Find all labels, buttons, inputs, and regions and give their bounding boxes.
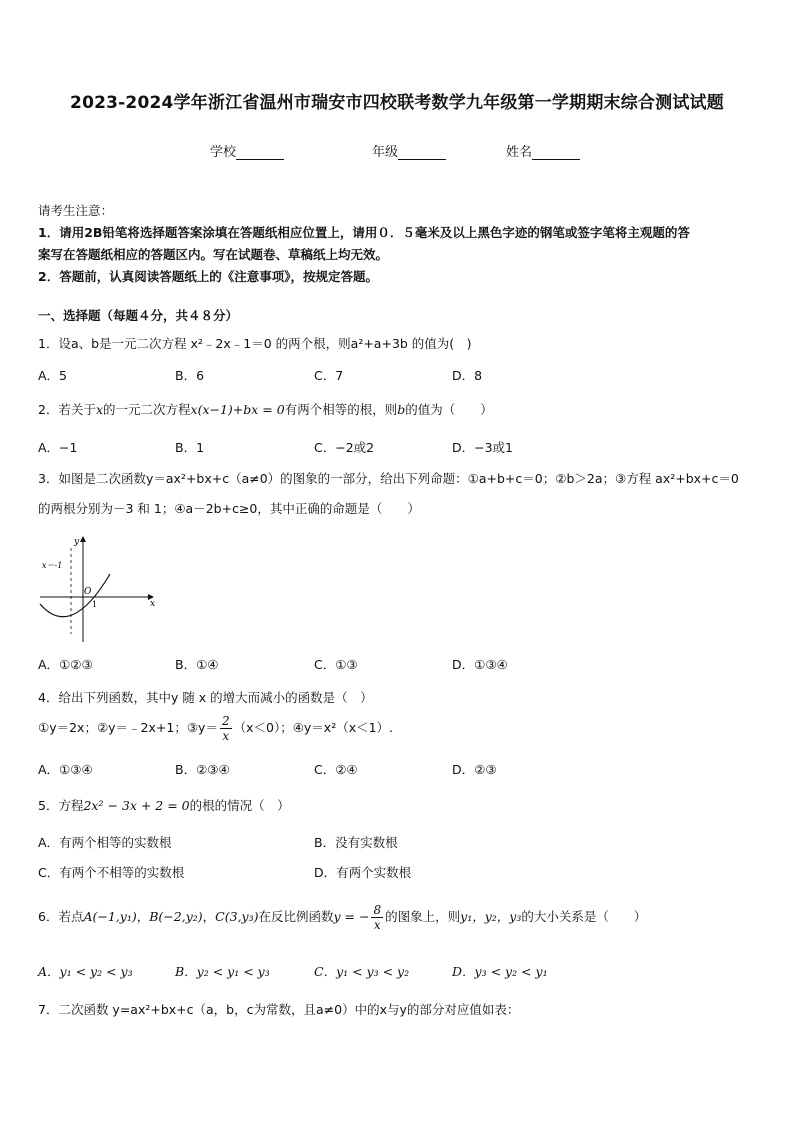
q6-vars: y₁，y₂，y₃ — [460, 909, 522, 924]
y-axis-arrow-icon — [80, 536, 86, 542]
student-info-row — [0, 141, 794, 161]
q4-option-b: B．②③④ — [175, 762, 230, 777]
grade-label: 年级 — [372, 145, 399, 160]
q6-fraction — [371, 903, 383, 932]
q2-var-x: x — [95, 402, 104, 417]
grade-field — [372, 141, 446, 160]
q6-option-a: A．y₁ < y₂ < y₃ — [38, 964, 133, 979]
question-3-stem-a: 3．如图是二次函数y＝ax²+bx+c（a≠0）的图象的一部分，给出下列命题：①a+b+c＝0；②b＞2a；③方程 ax²+bx+c＝0 — [38, 471, 739, 486]
q2-option-b: B．1 — [175, 440, 205, 455]
q1-option-c: C．7 — [314, 368, 344, 383]
q2-post: 的值为（ ） — [405, 402, 493, 417]
q1-option-a: A．5 — [38, 368, 68, 383]
q3-option-c: C．①③ — [314, 657, 358, 672]
q4-funcs-a: ①y＝2x；②y＝﹣2x+1；③y＝ — [38, 720, 218, 735]
q6-post: 的大小关系是（ ） — [521, 909, 647, 924]
q3-option-d: D．①③④ — [452, 657, 508, 672]
q6-sep-1: ， — [136, 909, 150, 924]
q4-functions — [38, 714, 393, 743]
q3-option-a: A．①②③ — [38, 657, 93, 672]
question-2-stem — [38, 400, 493, 418]
school-blank — [236, 145, 284, 160]
q2-equation: x(x−1)+bx = 0 — [190, 402, 285, 417]
question-3-stem-b: 的两根分别为－3 和 1；④a－2b+c≥0，其中正确的命题是（ ） — [38, 501, 420, 516]
q1-option-d: D．8 — [452, 368, 483, 383]
q1-option-b: B．6 — [175, 368, 205, 383]
question-4-stem: 4．给出下列函数，其中y 随 x 的增大而减小的函数是（ ） — [38, 690, 373, 705]
q3-parabola-graph — [36, 534, 158, 646]
q6-frac-num: 8 — [373, 903, 382, 917]
q3-option-b: B．①④ — [175, 657, 219, 672]
q4-frac-den: x — [222, 729, 230, 743]
name-blank — [532, 145, 580, 160]
notice-block — [38, 200, 758, 288]
q6-sep-2: ， — [202, 909, 216, 924]
q6-mid2: 的图象上，则 — [385, 909, 461, 924]
school-field — [210, 141, 284, 160]
q5-option-d: D．有两个实数根 — [314, 865, 412, 880]
q5-option-b: B．没有实数根 — [314, 835, 398, 850]
q4-frac-num: 2 — [221, 714, 230, 728]
q6-point-b: B(−2,y₂) — [149, 909, 203, 924]
q6-pre: 6．若点 — [38, 909, 84, 924]
q6-point-a: A(−1,y₁) — [83, 909, 137, 924]
question-5-stem — [38, 796, 290, 814]
page-title: 2023-2024学年浙江省温州市瑞安市四校联考数学九年级第一学期期末综合测试试题 — [70, 93, 724, 113]
q2-option-a: A．−1 — [38, 440, 78, 455]
graph-symmetry-label: x＝-1 — [42, 561, 63, 570]
notice-item-1a: 1．请用2B铅笔将选择题答案涂填在答题纸相应位置上，请用０．５毫米及以上黑色字迹的钢笔或签字笔将主观题的答 — [38, 225, 690, 240]
name-label: 姓名 — [506, 145, 533, 160]
q2-mid2: 有两个相等的根，则 — [284, 402, 398, 417]
q4-fraction — [220, 714, 232, 743]
graph-origin-label: O — [84, 587, 92, 597]
q5-pre: 5．方程 — [38, 798, 84, 813]
graph-parabola-curve — [40, 574, 110, 617]
name-field — [506, 141, 580, 160]
graph-tick-label: 1 — [92, 600, 98, 609]
q2-pre: 2．若关于 — [38, 402, 96, 417]
q6-option-c: C．y₁ < y₃ < y₂ — [314, 964, 410, 979]
grade-blank — [398, 145, 446, 160]
graph-y-label: y — [74, 537, 80, 547]
q2-option-d: D．−3或1 — [452, 440, 514, 455]
question-6-stem — [38, 903, 646, 932]
q2-mid: 的一元二次方程 — [103, 402, 191, 417]
q4-option-a: A．①③④ — [38, 762, 93, 777]
school-label: 学校 — [210, 145, 237, 160]
q6-mid: 在反比例函数 — [258, 909, 334, 924]
q4-option-d: D．②③ — [452, 762, 497, 777]
graph-x-label: x — [150, 599, 156, 609]
q5-equation: 2x² − 3x + 2 = 0 — [83, 798, 190, 813]
q5-option-a: A．有两个相等的实数根 — [38, 835, 172, 850]
notice-heading: 请考生注意： — [38, 203, 114, 218]
q6-option-d: D．y₃ < y₂ < y₁ — [452, 964, 548, 979]
q6-option-b: B．y₂ < y₁ < y₃ — [175, 964, 270, 979]
q2-option-c: C．−2或2 — [314, 440, 375, 455]
question-7-stem: 7．二次函数 y=ax²+bx+c（a，b，c为常数，且a≠0）中的x与y的部分对应值如表： — [38, 1002, 520, 1017]
q6-point-c: C(3,y₃) — [215, 909, 259, 924]
q2-var-b: b — [397, 402, 406, 417]
section-heading: 一、选择题（每题４分，共４８分） — [38, 308, 239, 323]
q4-funcs-b: （x＜0）；④y＝x²（x＜1）. — [233, 720, 394, 735]
notice-item-1b: 案写在答题纸相应的答题区内。写在试题卷、草稿纸上均无效。 — [38, 247, 389, 262]
q6-y-equals: y = − — [333, 909, 370, 924]
q5-option-c: C．有两个不相等的实数根 — [38, 865, 185, 880]
notice-item-2: 2．答题前，认真阅读答题纸上的《注意事项》，按规定答题。 — [38, 269, 378, 284]
q5-post: 的根的情况（ ） — [189, 798, 290, 813]
q6-frac-den: x — [373, 918, 381, 932]
question-1-stem: 1．设a、b是一元二次方程 x²﹣2x﹣1＝0 的两个根，则a²+a+3b 的值为( ) — [38, 336, 472, 351]
q4-option-c: C．②④ — [314, 762, 358, 777]
